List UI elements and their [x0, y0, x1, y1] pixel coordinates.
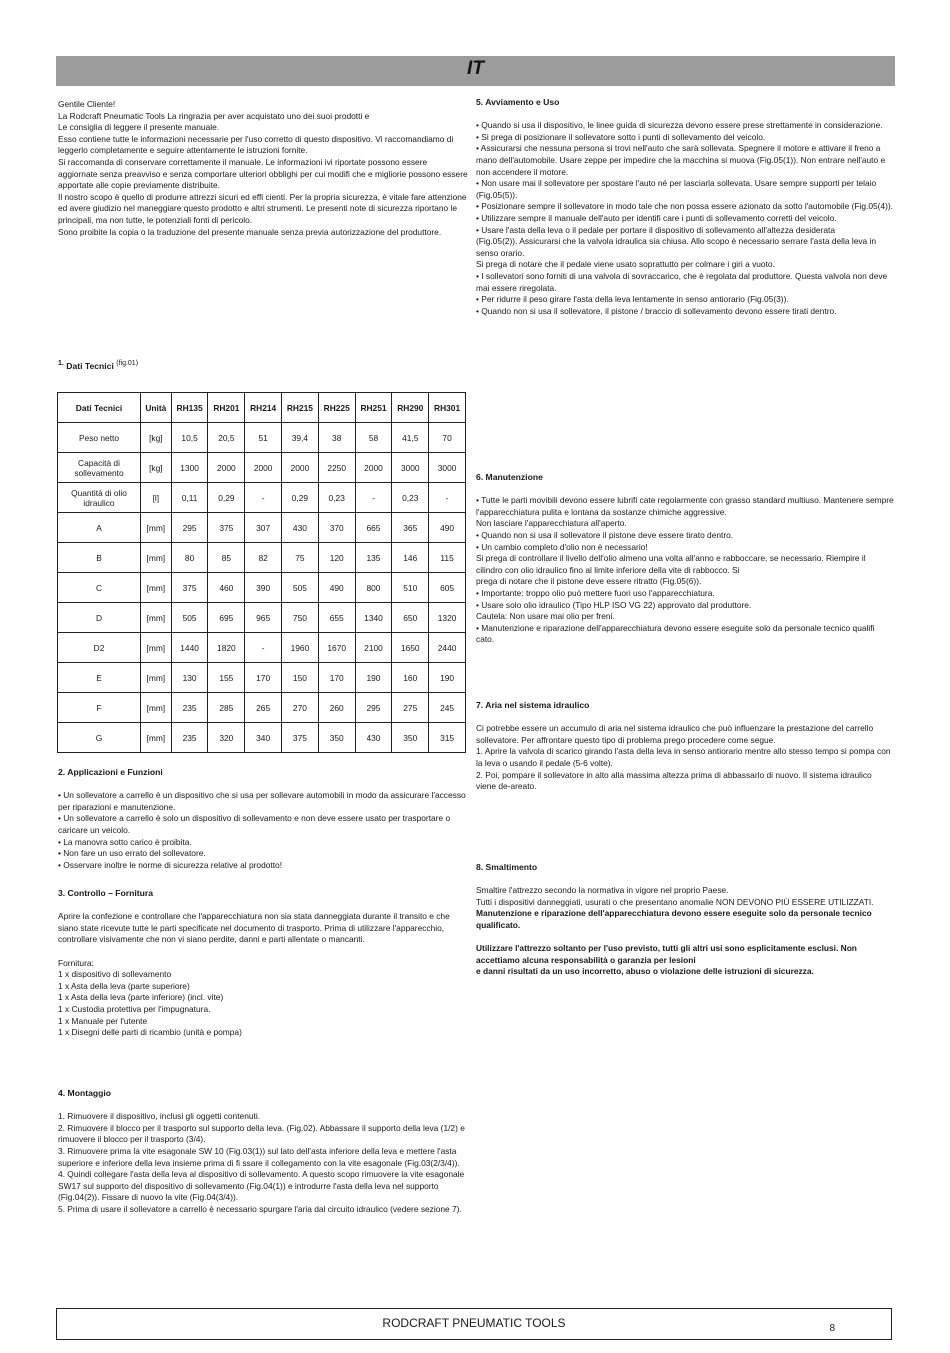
section-5-title: 5. Avviamento e Uso [476, 97, 560, 107]
table-cell: 170 [318, 663, 355, 693]
table-cell: 1300 [171, 453, 208, 483]
intro-line: Il nostro scopo è quello di produrre attrezzi sicuri ed effi cienti. Per la propria sicurezza, è vitale fare attenzione ed avere giudizio nel maneggiare questo prodotto e altri strumenti. Le presenti note di sicurezza riportano le principali, ma non tutte, le potenziali fonti di pericolo. [58, 191, 467, 225]
table-cell: 2000 [245, 453, 282, 483]
table-row-label: G [58, 723, 141, 753]
section-5-line: • Quando non si usa il sollevatore, il pistone / braccio di sollevamento devono essere tirati dentro. [476, 305, 837, 316]
section-4-line: 1. Rimuovere il dispositivo, inclusi gli oggetti contenuti. [58, 1111, 261, 1122]
table-cell: 245 [429, 693, 466, 723]
section-1-title: Dati Tecnici [66, 360, 114, 371]
intro-line: Le consiglia di leggere il presente manuale. [58, 122, 220, 133]
supply-item: 1 x Asta della leva (parte superiore) [58, 980, 190, 991]
section-6-line: prega di notare che il pistone deve essere ritratto (Fig.05(6)). [476, 576, 702, 587]
section-7 [476, 700, 894, 793]
section-4-line: 2. Rimuovere il blocco per il trasporto sul supporto della leva. (Fig.02). Abbassare il supporto della leva (1/2) e rimuovere il blocco per il trasporto (3/4). [58, 1122, 465, 1145]
table-cell: 665 [355, 513, 392, 543]
language-code: IT [467, 58, 484, 79]
section-6-line: • Importante: troppo olio può mettere fuori uso l'apparecchiatura. [476, 587, 715, 598]
table-row [58, 603, 466, 633]
table-header-cell: RH301 [429, 393, 466, 423]
section-4-line: 4. Quindi collegare l'asta della leva al dispositivo di sollevamento. A questo scopo rimuovere la vite esagonale SW17 sul supporto del dispositivo di sollevamento (Fig.04(1)) e introdurre l'asta della leva nel supporto (Fig.04(2)). Fissare di nuovo la vite (Fig.04(3/4)). [58, 1169, 465, 1203]
table-cell: 285 [208, 693, 245, 723]
table-cell: 505 [282, 573, 319, 603]
section-5-line: • Quando si usa il dispositivo, le linee guida di sicurezza devono essere prese strettamente in considerazione. [476, 120, 883, 131]
table-row [58, 423, 466, 453]
table-cell: 460 [208, 573, 245, 603]
section-5-line: • Si prega di posizionare il sollevatore sotto i punti di sollevamento del veicolo. [476, 131, 766, 142]
table-cell: 1320 [429, 603, 466, 633]
table-cell: 120 [318, 543, 355, 573]
section-1-heading [58, 358, 468, 372]
table-header-cell: Dati Tecnici [58, 393, 141, 423]
table-cell: 350 [392, 723, 429, 753]
section-5-line: • I sollevatori sono forniti di una valvola di sovraccarico, che è regolata dal produttore. Questa valvola non deve mai essere riregolata. [476, 270, 888, 293]
section-2-line: • Un sollevatore a carrello è un dispositivo che si usa per sollevare automobili in modo da assicurare l'accesso per riparazioni e manutenzione. [58, 790, 466, 812]
table-cell: 510 [392, 573, 429, 603]
table-header-cell: RH225 [318, 393, 355, 423]
section-5-line: (Fig.05(2)). Assicurarsi che la valvola idraulica sia chiusa. Allo scopo è necessario serrare l'asta della leva in senso orario. [476, 236, 877, 258]
section-3 [58, 888, 468, 1039]
table-cell: 275 [392, 693, 429, 723]
section-1-figref: (fig.01) [116, 360, 139, 367]
footer-brand: RODCRAFT PNEUMATIC TOOLS [382, 1316, 566, 1330]
table-cell: 39,4 [282, 423, 319, 453]
table-cell: 160 [392, 663, 429, 693]
section-2-line: • Un sollevatore a carrello è solo un dispositivo di sollevamento e non deve essere usato per trasportare o caricare un veicolo. [58, 813, 451, 835]
section-4-title: 4. Montaggio [58, 1088, 111, 1098]
table-cell: 605 [429, 573, 466, 603]
table-cell: 430 [355, 723, 392, 753]
section-7-line: 1. Aprire la valvola di scarico girando l'asta della leva in senso antiorario mentre allo stesso tempo si pompa con la leva o usando il pedale (5-6 volte). [476, 746, 891, 768]
table-cell: 430 [282, 513, 319, 543]
table-cell: 375 [208, 513, 245, 543]
table-row [58, 723, 466, 753]
table-cell: 130 [171, 663, 208, 693]
section-6-title: 6. Manutenzione [476, 472, 543, 482]
page-number: 8 [829, 1323, 835, 1334]
table-cell: 365 [392, 513, 429, 543]
table-row [58, 483, 466, 513]
section-8 [476, 862, 894, 978]
table-cell: 0,29 [282, 483, 319, 513]
section-5-line: • Non usare mai il sollevatore per spostare l'auto né per lasciarla sollevata. Usare sempre supporti per telaio (Fig.05(5)). [476, 178, 877, 200]
table-cell: 340 [245, 723, 282, 753]
table-cell: 0,23 [318, 483, 355, 513]
table-header-cell: RH135 [171, 393, 208, 423]
table-cell: 315 [429, 723, 466, 753]
table-row-label: E [58, 663, 141, 693]
section-2 [58, 767, 468, 871]
supply-item: 1 x Manuale per l'utente [58, 1015, 148, 1026]
table-cell: 750 [282, 603, 319, 633]
table-row [58, 633, 466, 663]
section-5 [476, 97, 894, 317]
table-cell: 135 [355, 543, 392, 573]
table-cell: 965 [245, 603, 282, 633]
table-cell: 20,5 [208, 423, 245, 453]
section-3-paragraph: Aprire la confezione e controllare che l'apparecchiatura non sia stata danneggiata durante il transito e che siano state ricevute tutte le parti specificate nel documento di trasporto. Prima di utilizzare l'apparecchio, controllare visivamente che non vi siano perdite, danni e parti allentate o mancanti. [58, 911, 450, 945]
table-row-label: A [58, 513, 141, 543]
table-cell: 1820 [208, 633, 245, 663]
table-cell: 695 [208, 603, 245, 633]
table-cell: 1650 [392, 633, 429, 663]
table-row [58, 513, 466, 543]
table-cell: 505 [171, 603, 208, 633]
table-header-cell: RH214 [245, 393, 282, 423]
table-cell: [mm] [141, 633, 172, 663]
table-cell: 75 [282, 543, 319, 573]
table-row-label: Capacità di sollevamento [58, 453, 141, 483]
table-cell: [mm] [141, 543, 172, 573]
table-cell: [kg] [141, 423, 172, 453]
section-6-line: • Quando non si usa il sollevatore il pistone deve essere tirato dentro. [476, 529, 734, 540]
section-6-line: Cautela: Non usare mai olio per freni. [476, 611, 615, 622]
section-8-title: 8. Smaltimento [476, 862, 538, 872]
table-cell: [mm] [141, 513, 172, 543]
section-7-line: Ci potrebbe essere un accumulo di aria nel sistema idraulico che può influenzare la prestazione del carrello sollevatore. Per affrontare questo tipo di problema prego procedere come segue. [476, 723, 874, 745]
section-5-line: • Utilizzare sempre il manuale dell'auto per identifi care i punti di sollevamento corretti del veicolo. [476, 212, 837, 223]
table-cell: 490 [429, 513, 466, 543]
table-row-label: F [58, 693, 141, 723]
table-row [58, 573, 466, 603]
section-5-line: • Usare l'asta della leva o il pedale per portare il dispositivo di sollevamento all'altezza desiderata [476, 224, 836, 235]
table-row [58, 453, 466, 483]
table-cell: [kg] [141, 453, 172, 483]
table-cell: 390 [245, 573, 282, 603]
table-cell: 650 [392, 603, 429, 633]
table-row [58, 663, 466, 693]
table-cell: 295 [171, 513, 208, 543]
table-header-cell: RH290 [392, 393, 429, 423]
table-cell: 235 [171, 693, 208, 723]
supply-item: 1 x Custodia protettiva per l'impugnatura. [58, 1003, 211, 1014]
table-cell: 307 [245, 513, 282, 543]
table-cell: 82 [245, 543, 282, 573]
table-cell: 2000 [208, 453, 245, 483]
table-cell: 146 [392, 543, 429, 573]
table-cell: 0,11 [171, 483, 208, 513]
table-cell: 115 [429, 543, 466, 573]
table-cell: 2000 [355, 453, 392, 483]
section-6-line: • Usare solo olio idraulico (Tipo HLP ISO VG 22) approvato dal produttore. [476, 599, 752, 610]
intro-line: La Rodcraft Pneumatic Tools La ringrazia per aver acquistato uno dei suoi prodotti e [58, 110, 370, 121]
table-cell: 0,29 [208, 483, 245, 513]
table-cell: 375 [171, 573, 208, 603]
table-cell: - [429, 483, 466, 513]
table-cell: 320 [208, 723, 245, 753]
section-1-number: 1. [58, 360, 64, 367]
section-6-line: Non lasciare l'apparecchiatura all'aperto. [476, 518, 627, 529]
intro-line: Si raccomanda di conservare correttamente il manuale. Le informazioni ivi riportate possono essere aggiornate senza preavviso e senza comportare ulteriori obblighi per cui modifi che e migliorie possono essere apportate alle copie previamente distribuite. [58, 156, 468, 191]
table-header-cell: Unità [141, 393, 172, 423]
intro-line: Esso contiene tutte le informazioni necessarie per l'uso corretto di questo dispositivo. Vi raccomandiamo di leggerlo completamente e seguire attentamente le istruzioni fornite. [58, 133, 454, 156]
table-cell: 190 [355, 663, 392, 693]
table-cell: 2250 [318, 453, 355, 483]
table-header-cell: RH201 [208, 393, 245, 423]
table-cell: 1440 [171, 633, 208, 663]
table-cell: 270 [282, 693, 319, 723]
section-5-line: • Per ridurre il peso girare l'asta della leva lentamente in senso antiorario (Fig.05(3)). [476, 294, 789, 305]
supply-item: 1 x dispositivo di sollevamento [58, 969, 172, 980]
table-cell: 370 [318, 513, 355, 543]
table-cell: 80 [171, 543, 208, 573]
table-cell: 1670 [318, 633, 355, 663]
table-row-label: D [58, 603, 141, 633]
table-cell: 490 [318, 573, 355, 603]
table-row-label: C [58, 573, 141, 603]
table-cell: 0,23 [392, 483, 429, 513]
table-cell: [l] [141, 483, 172, 513]
table-cell: 1340 [355, 603, 392, 633]
table-cell: 190 [429, 663, 466, 693]
table-row-label: B [58, 543, 141, 573]
section-2-line: • Osservare inoltre le norme di sicurezza relative al prodotto! [58, 859, 283, 870]
table-cell: 655 [318, 603, 355, 633]
supply-item: 1 x Disegni delle parti di ricambio (unità e pompa) [58, 1027, 242, 1038]
table-cell: 295 [355, 693, 392, 723]
section-8-bold-line: Manutenzione e riparazione dell'apparecchiatura devono essere eseguite solo da personale tecnico qualificato. [476, 908, 872, 930]
section-8-line: Smaltire l'attrezzo secondo la normativa in vigore nel proprio Paese. [476, 885, 729, 896]
table-header-cell: RH251 [355, 393, 392, 423]
section-2-title: 2. Applicazioni e Funzioni [58, 767, 163, 777]
section-8-bold-line: Utilizzare l'attrezzo soltanto per l'uso previsto, tutti gli altri usi sono esplicitamente esclusi. Non accettiamo alcuna responsabilità o garanzia per lesioni [476, 943, 857, 965]
table-cell: 170 [245, 663, 282, 693]
table-row-label: Quantità di olio idraulico [58, 483, 141, 513]
section-8-line: Tutti i dispositivi danneggiati, usurati o che presentano anomalie NON DEVONO PIÙ ESSERE UTILIZZATI. [476, 896, 874, 907]
section-6 [476, 472, 894, 646]
table-cell: 2000 [282, 453, 319, 483]
footer [56, 1308, 892, 1340]
table-cell: 350 [318, 723, 355, 753]
table-cell: 51 [245, 423, 282, 453]
table-header-cell: RH215 [282, 393, 319, 423]
table-cell: 265 [245, 693, 282, 723]
section-6-line: • Un cambio completo d'olio non è necessario! [476, 541, 648, 552]
table-cell: 38 [318, 423, 355, 453]
section-8-bold-line: e danni risultati da un uso incorretto, abuso o violazione delle istruzioni di sicurezza. [476, 966, 814, 977]
table-cell: - [245, 483, 282, 513]
section-7-title: 7. Aria nel sistema idraulico [476, 700, 590, 710]
table-cell: 10,5 [171, 423, 208, 453]
section-2-line: • Non fare un uso errato del sollevatore. [58, 848, 206, 859]
table-cell: 70 [429, 423, 466, 453]
table-cell: 2100 [355, 633, 392, 663]
table-cell: 150 [282, 663, 319, 693]
intro-block [58, 99, 468, 238]
language-header-bar [56, 56, 895, 86]
section-4 [58, 1088, 468, 1216]
table-cell: [mm] [141, 693, 172, 723]
section-6-line: • Tutte le parti movibili devono essere lubrifi cate regolarmente con grasso standard multiuso. Mantenere sempre l'apparecchiatura pulita e lontana da sostanze chimiche aggressive. [476, 495, 894, 517]
section-4-line: 3. Rimuovere prima la vite esagonale SW 10 (Fig.03(1)) sul lato dell'asta inferiore della leva e mettere l'asta superiore e inferiore della leva insieme prima di fi ssare il collegamento con la vite esagonale (Fig.03(2/3/4)). [58, 1145, 460, 1168]
table-row [58, 693, 466, 723]
table-cell: 41,5 [392, 423, 429, 453]
table-cell: 800 [355, 573, 392, 603]
table-header-row [58, 393, 466, 423]
section-6-line: Si prega di controllare il livello dell'olio almeno una volta all'anno e rabboccare, se necessario. Riempire il cilindro con olio idraulico fino al limite inferiore della vite di rabbocco. Si [476, 553, 866, 575]
table-cell: 58 [355, 423, 392, 453]
section-5-line: • Posizionare sempre il sollevatore in modo tale che non possa essere azionato da sotto l'automobile (Fig.05(4)). [476, 201, 893, 212]
intro-line: Gentile Cliente! [58, 99, 116, 109]
table-cell: 2440 [429, 633, 466, 663]
table-cell: 375 [282, 723, 319, 753]
table-cell: 260 [318, 693, 355, 723]
section-2-line: • La manovra sotto carico è proibita. [58, 836, 192, 847]
section-7-line: 2. Poi, pompare il sollevatore in alto alla massima altezza prima di abbassarlo di nuovo. Il sistema idraulico viene de-areato. [476, 769, 872, 792]
table-cell: [mm] [141, 663, 172, 693]
table-cell: 85 [208, 543, 245, 573]
table-cell: - [355, 483, 392, 513]
table-cell: - [245, 633, 282, 663]
section-4-line: 5. Prima di usare il sollevatore a carrello è necessario spurgare l'aria dal circuito idraulico (vedere sezione 7). [58, 1203, 462, 1214]
table-cell: [mm] [141, 573, 172, 603]
table-cell: 155 [208, 663, 245, 693]
technical-data-table [57, 392, 466, 753]
section-5-line: Si prega di notare che il pedale viene usato soprattutto per colmare i giri a vuoto. [476, 259, 775, 270]
supply-item: 1 x Asta della leva (parte inferiore) (incl. vite) [58, 992, 224, 1003]
section-6-line: • Manutenzione e riparazione dell'apparecchiatura devono essere eseguite solo da personale tecnico qualifi cato. [476, 622, 875, 645]
table-cell: 3000 [392, 453, 429, 483]
table-cell: [mm] [141, 603, 172, 633]
supply-title: Fornitura: [58, 957, 94, 968]
intro-line: Sono proibite la copia o la traduzione del presente manuale senza previa autorizzazione del produttore. [58, 226, 442, 237]
table-row-label: D2 [58, 633, 141, 663]
table-cell: 3000 [429, 453, 466, 483]
table-cell: 1960 [282, 633, 319, 663]
table-cell: 235 [171, 723, 208, 753]
table-cell: [mm] [141, 723, 172, 753]
section-5-line: • Assicurarsi che nessuna persona si trovi nell'auto che sarà sollevata. Spegnere il motore e attivare il freno a mano dell'automobile. Usare zeppe per impedire che la macchina si muova (Fig.05(1)). Non entrare nell'auto e non accendere il motore. [476, 143, 886, 177]
table-row-label: Peso netto [58, 423, 141, 453]
section-3-title: 3. Controllo – Fornitura [58, 888, 154, 898]
table-row [58, 543, 466, 573]
